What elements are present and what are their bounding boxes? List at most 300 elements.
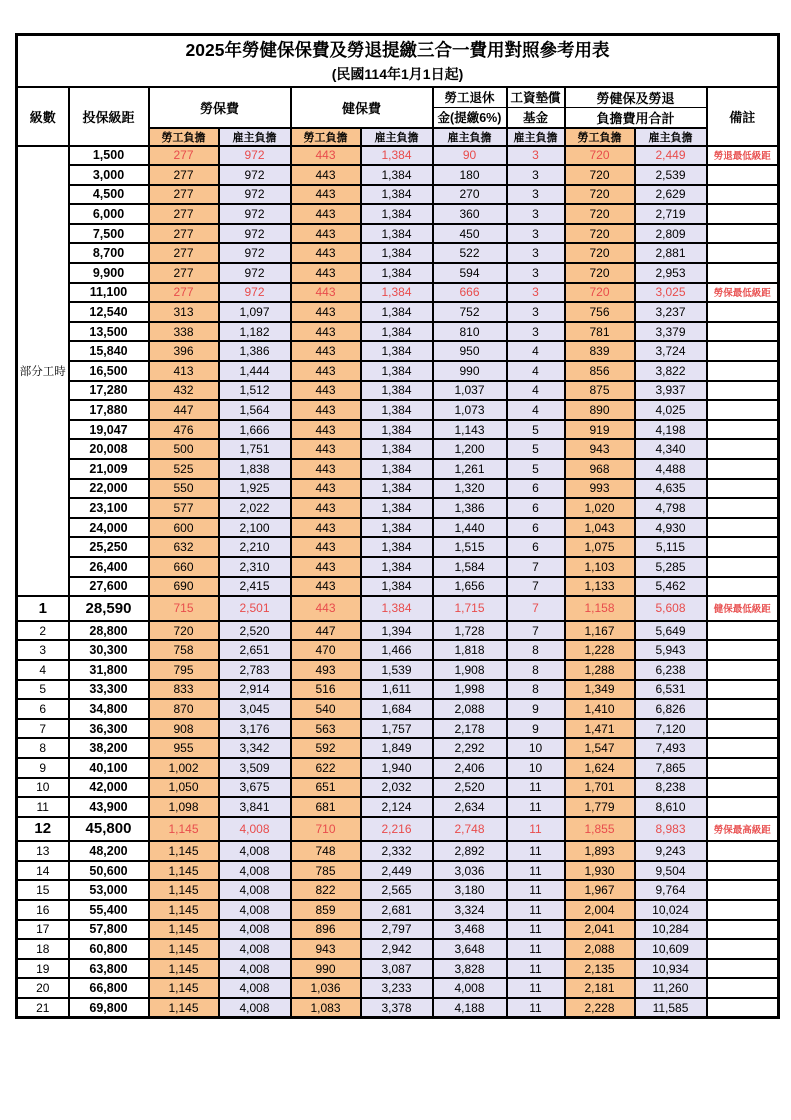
pension-employer-cell: 1,143 xyxy=(433,420,507,440)
salary-bracket-cell: 6,000 xyxy=(69,204,149,224)
remark-cell xyxy=(707,998,779,1018)
labor-ins-employer-cell: 2,100 xyxy=(219,518,291,538)
level-cell: 10 xyxy=(17,778,69,798)
remark-cell xyxy=(707,185,779,205)
labor-ins-employee-cell: 908 xyxy=(149,719,219,739)
total-employer-cell: 9,504 xyxy=(635,861,707,881)
salary-bracket-cell: 36,300 xyxy=(69,719,149,739)
total-employer-cell: 10,934 xyxy=(635,959,707,979)
salary-bracket-cell: 45,800 xyxy=(69,817,149,842)
health-ins-employer-cell: 1,384 xyxy=(361,596,433,621)
salary-bracket-cell: 13,500 xyxy=(69,322,149,342)
salary-bracket-cell: 30,300 xyxy=(69,640,149,660)
total-employee-cell: 919 xyxy=(565,420,635,440)
health-ins-employee-cell: 785 xyxy=(291,861,361,881)
subheader-labor-employer: 雇主負擔 xyxy=(219,128,291,146)
total-employer-cell: 3,237 xyxy=(635,302,707,322)
total-employee-cell: 1,967 xyxy=(565,880,635,900)
remark-cell xyxy=(707,459,779,479)
fee-comparison-table xyxy=(15,33,780,1019)
table-row xyxy=(17,738,779,758)
table-row xyxy=(17,146,779,166)
wage-fund-employer-cell: 4 xyxy=(507,341,565,361)
pension-employer-cell: 2,088 xyxy=(433,699,507,719)
total-employee-cell: 1,701 xyxy=(565,778,635,798)
labor-ins-employer-cell: 972 xyxy=(219,224,291,244)
pension-employer-cell: 1,656 xyxy=(433,577,507,597)
wage-fund-employer-cell: 5 xyxy=(507,420,565,440)
wage-fund-employer-cell: 3 xyxy=(507,322,565,342)
labor-ins-employee-cell: 600 xyxy=(149,518,219,538)
health-ins-employer-cell: 1,384 xyxy=(361,420,433,440)
health-ins-employee-cell: 651 xyxy=(291,778,361,798)
health-ins-employee-cell: 447 xyxy=(291,621,361,641)
pension-employer-cell: 1,998 xyxy=(433,680,507,700)
remark-cell xyxy=(707,758,779,778)
labor-ins-employer-cell: 2,914 xyxy=(219,680,291,700)
total-employer-cell: 4,635 xyxy=(635,479,707,499)
labor-ins-employee-cell: 277 xyxy=(149,283,219,303)
health-ins-employee-cell: 540 xyxy=(291,699,361,719)
labor-ins-employer-cell: 4,008 xyxy=(219,978,291,998)
total-employer-cell: 2,449 xyxy=(635,146,707,166)
labor-ins-employee-cell: 758 xyxy=(149,640,219,660)
header-row-1 xyxy=(17,87,779,108)
table-row xyxy=(17,880,779,900)
health-ins-employee-cell: 859 xyxy=(291,900,361,920)
wage-fund-employer-cell: 3 xyxy=(507,243,565,263)
total-employee-cell: 1,075 xyxy=(565,537,635,557)
labor-ins-employee-cell: 447 xyxy=(149,400,219,420)
subheader-wage-fund-employer: 雇主負擔 xyxy=(507,128,565,146)
pension-employer-cell: 3,468 xyxy=(433,920,507,940)
total-employer-cell: 5,649 xyxy=(635,621,707,641)
health-ins-employer-cell: 1,384 xyxy=(361,400,433,420)
subheader-labor-employee: 勞工負擔 xyxy=(149,128,219,146)
salary-bracket-cell: 25,250 xyxy=(69,537,149,557)
total-employee-cell: 2,088 xyxy=(565,939,635,959)
wage-fund-employer-cell: 4 xyxy=(507,381,565,401)
page-subtitle: (民國114年1月1日起) xyxy=(331,66,464,83)
remark-cell xyxy=(707,302,779,322)
wage-fund-employer-cell: 6 xyxy=(507,479,565,499)
wage-fund-employer-cell: 9 xyxy=(507,699,565,719)
total-employer-cell: 5,943 xyxy=(635,640,707,660)
subheader-total-employee: 勞工負擔 xyxy=(565,128,635,146)
labor-ins-employee-cell: 277 xyxy=(149,263,219,283)
remark-cell xyxy=(707,341,779,361)
health-ins-employer-cell: 1,384 xyxy=(361,479,433,499)
labor-ins-employer-cell: 2,520 xyxy=(219,621,291,641)
subheader-health-employer: 雇主負擔 xyxy=(361,128,433,146)
labor-ins-employer-cell: 4,008 xyxy=(219,939,291,959)
labor-ins-employee-cell: 550 xyxy=(149,479,219,499)
table-row xyxy=(17,243,779,263)
wage-fund-employer-cell: 3 xyxy=(507,302,565,322)
health-ins-employee-cell: 443 xyxy=(291,302,361,322)
level-cell: 11 xyxy=(17,797,69,817)
health-ins-employer-cell: 1,384 xyxy=(361,518,433,538)
labor-ins-employee-cell: 1,145 xyxy=(149,978,219,998)
table-row xyxy=(17,439,779,459)
health-ins-employer-cell: 1,384 xyxy=(361,322,433,342)
remark-cell: 健保最低級距 xyxy=(707,596,779,621)
labor-ins-employer-cell: 3,342 xyxy=(219,738,291,758)
labor-ins-employee-cell: 432 xyxy=(149,381,219,401)
salary-bracket-cell: 12,540 xyxy=(69,302,149,322)
labor-ins-employer-cell: 2,022 xyxy=(219,498,291,518)
wage-fund-employer-cell: 11 xyxy=(507,841,565,861)
level-cell: 1 xyxy=(17,596,69,621)
pension-employer-cell: 270 xyxy=(433,185,507,205)
salary-bracket-cell: 21,009 xyxy=(69,459,149,479)
remark-cell xyxy=(707,959,779,979)
pension-employer-cell: 2,634 xyxy=(433,797,507,817)
total-employer-cell: 3,937 xyxy=(635,381,707,401)
wage-fund-employer-cell: 3 xyxy=(507,165,565,185)
salary-bracket-cell: 69,800 xyxy=(69,998,149,1018)
wage-fund-employer-cell: 8 xyxy=(507,660,565,680)
table-row xyxy=(17,381,779,401)
health-ins-employer-cell: 1,384 xyxy=(361,263,433,283)
total-employee-cell: 890 xyxy=(565,400,635,420)
col-header-pension-line2: 金(提繳6%) xyxy=(433,107,507,128)
total-employer-cell: 2,881 xyxy=(635,243,707,263)
remark-cell xyxy=(707,498,779,518)
health-ins-employee-cell: 443 xyxy=(291,165,361,185)
pension-employer-cell: 1,320 xyxy=(433,479,507,499)
remark-cell xyxy=(707,224,779,244)
total-employer-cell: 11,260 xyxy=(635,978,707,998)
salary-bracket-cell: 27,600 xyxy=(69,577,149,597)
table-row xyxy=(17,900,779,920)
health-ins-employee-cell: 622 xyxy=(291,758,361,778)
health-ins-employer-cell: 2,449 xyxy=(361,861,433,881)
pension-employer-cell: 1,037 xyxy=(433,381,507,401)
health-ins-employee-cell: 443 xyxy=(291,283,361,303)
remark-cell xyxy=(707,243,779,263)
health-ins-employer-cell: 1,384 xyxy=(361,557,433,577)
health-ins-employee-cell: 443 xyxy=(291,361,361,381)
salary-bracket-cell: 23,100 xyxy=(69,498,149,518)
labor-ins-employer-cell: 1,564 xyxy=(219,400,291,420)
health-ins-employer-cell: 2,681 xyxy=(361,900,433,920)
total-employee-cell: 2,228 xyxy=(565,998,635,1018)
health-ins-employer-cell: 1,384 xyxy=(361,224,433,244)
labor-ins-employee-cell: 632 xyxy=(149,537,219,557)
labor-ins-employer-cell: 1,386 xyxy=(219,341,291,361)
level-cell: 3 xyxy=(17,640,69,660)
pension-employer-cell: 360 xyxy=(433,204,507,224)
table-row xyxy=(17,341,779,361)
total-employer-cell: 4,930 xyxy=(635,518,707,538)
health-ins-employee-cell: 443 xyxy=(291,381,361,401)
salary-bracket-cell: 33,300 xyxy=(69,680,149,700)
wage-fund-employer-cell: 11 xyxy=(507,920,565,940)
health-ins-employer-cell: 2,797 xyxy=(361,920,433,940)
salary-bracket-cell: 8,700 xyxy=(69,243,149,263)
total-employer-cell: 7,493 xyxy=(635,738,707,758)
salary-bracket-cell: 24,000 xyxy=(69,518,149,538)
level-cell: 8 xyxy=(17,738,69,758)
wage-fund-employer-cell: 11 xyxy=(507,797,565,817)
labor-ins-employee-cell: 525 xyxy=(149,459,219,479)
labor-ins-employee-cell: 313 xyxy=(149,302,219,322)
labor-ins-employer-cell: 1,444 xyxy=(219,361,291,381)
table-row xyxy=(17,557,779,577)
total-employee-cell: 1,855 xyxy=(565,817,635,842)
remark-cell xyxy=(707,165,779,185)
salary-bracket-cell: 48,200 xyxy=(69,841,149,861)
remark-cell xyxy=(707,978,779,998)
health-ins-employee-cell: 443 xyxy=(291,596,361,621)
labor-ins-employee-cell: 1,050 xyxy=(149,778,219,798)
remark-cell xyxy=(707,640,779,660)
pension-employer-cell: 2,406 xyxy=(433,758,507,778)
health-ins-employee-cell: 943 xyxy=(291,939,361,959)
total-employer-cell: 5,285 xyxy=(635,557,707,577)
level-cell: 17 xyxy=(17,920,69,940)
health-ins-employee-cell: 493 xyxy=(291,660,361,680)
health-ins-employer-cell: 1,384 xyxy=(361,283,433,303)
salary-bracket-cell: 20,008 xyxy=(69,439,149,459)
wage-fund-employer-cell: 11 xyxy=(507,778,565,798)
health-ins-employer-cell: 1,384 xyxy=(361,577,433,597)
salary-bracket-cell: 26,400 xyxy=(69,557,149,577)
labor-ins-employee-cell: 1,002 xyxy=(149,758,219,778)
health-ins-employer-cell: 2,332 xyxy=(361,841,433,861)
pension-employer-cell: 522 xyxy=(433,243,507,263)
table-row xyxy=(17,758,779,778)
labor-ins-employee-cell: 1,145 xyxy=(149,817,219,842)
table-row xyxy=(17,224,779,244)
salary-bracket-cell: 17,880 xyxy=(69,400,149,420)
salary-bracket-cell: 34,800 xyxy=(69,699,149,719)
total-employee-cell: 839 xyxy=(565,341,635,361)
salary-bracket-cell: 38,200 xyxy=(69,738,149,758)
wage-fund-employer-cell: 11 xyxy=(507,939,565,959)
total-employee-cell: 720 xyxy=(565,185,635,205)
health-ins-employee-cell: 443 xyxy=(291,518,361,538)
total-employer-cell: 4,488 xyxy=(635,459,707,479)
table-row xyxy=(17,978,779,998)
pension-employer-cell: 2,178 xyxy=(433,719,507,739)
remark-cell xyxy=(707,920,779,940)
total-employer-cell: 6,531 xyxy=(635,680,707,700)
health-ins-employer-cell: 2,124 xyxy=(361,797,433,817)
table-row xyxy=(17,817,779,842)
remark-cell xyxy=(707,557,779,577)
health-ins-employee-cell: 443 xyxy=(291,577,361,597)
total-employer-cell: 6,238 xyxy=(635,660,707,680)
total-employer-cell: 3,724 xyxy=(635,341,707,361)
table-row xyxy=(17,537,779,557)
total-employer-cell: 2,953 xyxy=(635,263,707,283)
labor-ins-employer-cell: 972 xyxy=(219,204,291,224)
labor-ins-employee-cell: 660 xyxy=(149,557,219,577)
pension-employer-cell: 4,008 xyxy=(433,978,507,998)
table-row xyxy=(17,920,779,940)
health-ins-employee-cell: 563 xyxy=(291,719,361,739)
pension-employer-cell: 3,180 xyxy=(433,880,507,900)
labor-ins-employer-cell: 1,751 xyxy=(219,439,291,459)
total-employee-cell: 2,004 xyxy=(565,900,635,920)
labor-ins-employer-cell: 1,838 xyxy=(219,459,291,479)
total-employer-cell: 5,462 xyxy=(635,577,707,597)
wage-fund-employer-cell: 6 xyxy=(507,498,565,518)
pension-employer-cell: 1,200 xyxy=(433,439,507,459)
health-ins-employee-cell: 443 xyxy=(291,479,361,499)
remark-cell xyxy=(707,861,779,881)
health-ins-employee-cell: 443 xyxy=(291,557,361,577)
level-cell: 15 xyxy=(17,880,69,900)
wage-fund-employer-cell: 11 xyxy=(507,817,565,842)
labor-ins-employer-cell: 972 xyxy=(219,146,291,166)
table-row xyxy=(17,778,779,798)
health-ins-employer-cell: 3,233 xyxy=(361,978,433,998)
total-employer-cell: 11,585 xyxy=(635,998,707,1018)
pension-employer-cell: 950 xyxy=(433,341,507,361)
total-employee-cell: 1,893 xyxy=(565,841,635,861)
labor-ins-employee-cell: 720 xyxy=(149,621,219,641)
remark-cell xyxy=(707,900,779,920)
total-employee-cell: 720 xyxy=(565,165,635,185)
wage-fund-employer-cell: 11 xyxy=(507,978,565,998)
table-row xyxy=(17,680,779,700)
health-ins-employee-cell: 710 xyxy=(291,817,361,842)
remark-cell xyxy=(707,263,779,283)
total-employee-cell: 2,181 xyxy=(565,978,635,998)
salary-bracket-cell: 40,100 xyxy=(69,758,149,778)
col-header-total-line1: 勞健保及勞退 xyxy=(565,87,707,108)
labor-ins-employee-cell: 870 xyxy=(149,699,219,719)
total-employee-cell: 1,103 xyxy=(565,557,635,577)
health-ins-employer-cell: 1,940 xyxy=(361,758,433,778)
labor-ins-employer-cell: 2,783 xyxy=(219,660,291,680)
salary-bracket-cell: 63,800 xyxy=(69,959,149,979)
health-ins-employer-cell: 1,384 xyxy=(361,185,433,205)
pension-employer-cell: 2,520 xyxy=(433,778,507,798)
salary-bracket-cell: 28,800 xyxy=(69,621,149,641)
labor-ins-employer-cell: 972 xyxy=(219,185,291,205)
total-employee-cell: 1,624 xyxy=(565,758,635,778)
salary-bracket-cell: 42,000 xyxy=(69,778,149,798)
table-row xyxy=(17,420,779,440)
total-employer-cell: 2,719 xyxy=(635,204,707,224)
table-row xyxy=(17,263,779,283)
remark-cell xyxy=(707,322,779,342)
health-ins-employer-cell: 2,216 xyxy=(361,817,433,842)
remark-cell xyxy=(707,420,779,440)
health-ins-employee-cell: 443 xyxy=(291,243,361,263)
table-row xyxy=(17,185,779,205)
col-header-health-insurance: 健保費 xyxy=(291,87,433,128)
pension-employer-cell: 3,828 xyxy=(433,959,507,979)
labor-ins-employer-cell: 1,666 xyxy=(219,420,291,440)
total-employee-cell: 1,167 xyxy=(565,621,635,641)
total-employer-cell: 10,609 xyxy=(635,939,707,959)
table-row xyxy=(17,797,779,817)
wage-fund-employer-cell: 7 xyxy=(507,596,565,621)
total-employee-cell: 1,158 xyxy=(565,596,635,621)
total-employee-cell: 1,349 xyxy=(565,680,635,700)
health-ins-employee-cell: 822 xyxy=(291,880,361,900)
wage-fund-employer-cell: 3 xyxy=(507,263,565,283)
total-employer-cell: 6,826 xyxy=(635,699,707,719)
total-employee-cell: 875 xyxy=(565,381,635,401)
table-row xyxy=(17,660,779,680)
salary-bracket-cell: 7,500 xyxy=(69,224,149,244)
health-ins-employer-cell: 3,087 xyxy=(361,959,433,979)
level-cell: 20 xyxy=(17,978,69,998)
remark-cell xyxy=(707,680,779,700)
total-employer-cell: 4,798 xyxy=(635,498,707,518)
health-ins-employer-cell: 1,757 xyxy=(361,719,433,739)
salary-bracket-cell: 1,500 xyxy=(69,146,149,166)
col-header-labor-insurance: 勞保費 xyxy=(149,87,291,128)
labor-ins-employer-cell: 1,182 xyxy=(219,322,291,342)
health-ins-employer-cell: 1,384 xyxy=(361,146,433,166)
table-row xyxy=(17,283,779,303)
level-cell: 4 xyxy=(17,660,69,680)
total-employer-cell: 5,115 xyxy=(635,537,707,557)
labor-ins-employer-cell: 3,675 xyxy=(219,778,291,798)
remark-cell xyxy=(707,841,779,861)
wage-fund-employer-cell: 7 xyxy=(507,557,565,577)
table-row xyxy=(17,459,779,479)
total-employee-cell: 720 xyxy=(565,283,635,303)
salary-bracket-cell: 53,000 xyxy=(69,880,149,900)
page-title: 2025年勞健保保費及勞退提繳三合一費用對照參考用表 xyxy=(185,40,610,61)
health-ins-employee-cell: 443 xyxy=(291,420,361,440)
wage-fund-employer-cell: 7 xyxy=(507,621,565,641)
labor-ins-employer-cell: 4,008 xyxy=(219,817,291,842)
remark-cell xyxy=(707,400,779,420)
labor-ins-employee-cell: 476 xyxy=(149,420,219,440)
wage-fund-employer-cell: 8 xyxy=(507,680,565,700)
total-employer-cell: 2,539 xyxy=(635,165,707,185)
salary-bracket-cell: 15,840 xyxy=(69,341,149,361)
wage-fund-employer-cell: 6 xyxy=(507,518,565,538)
salary-bracket-cell: 31,800 xyxy=(69,660,149,680)
salary-bracket-cell: 43,900 xyxy=(69,797,149,817)
labor-ins-employer-cell: 972 xyxy=(219,283,291,303)
table-row xyxy=(17,204,779,224)
table-row xyxy=(17,498,779,518)
labor-ins-employee-cell: 413 xyxy=(149,361,219,381)
total-employee-cell: 1,779 xyxy=(565,797,635,817)
salary-bracket-cell: 4,500 xyxy=(69,185,149,205)
labor-ins-employee-cell: 277 xyxy=(149,204,219,224)
level-cell: 7 xyxy=(17,719,69,739)
health-ins-employer-cell: 1,849 xyxy=(361,738,433,758)
wage-fund-employer-cell: 11 xyxy=(507,998,565,1018)
wage-fund-employer-cell: 3 xyxy=(507,146,565,166)
pension-employer-cell: 1,515 xyxy=(433,537,507,557)
remark-cell xyxy=(707,660,779,680)
pension-employer-cell: 1,386 xyxy=(433,498,507,518)
labor-ins-employer-cell: 2,415 xyxy=(219,577,291,597)
level-cell: 18 xyxy=(17,939,69,959)
labor-ins-employee-cell: 1,145 xyxy=(149,880,219,900)
subheader-total-employer: 雇主負擔 xyxy=(635,128,707,146)
remark-cell xyxy=(707,797,779,817)
salary-bracket-cell: 22,000 xyxy=(69,479,149,499)
labor-ins-employee-cell: 277 xyxy=(149,185,219,205)
level-cell: 16 xyxy=(17,900,69,920)
total-employer-cell: 3,379 xyxy=(635,322,707,342)
remark-cell xyxy=(707,381,779,401)
